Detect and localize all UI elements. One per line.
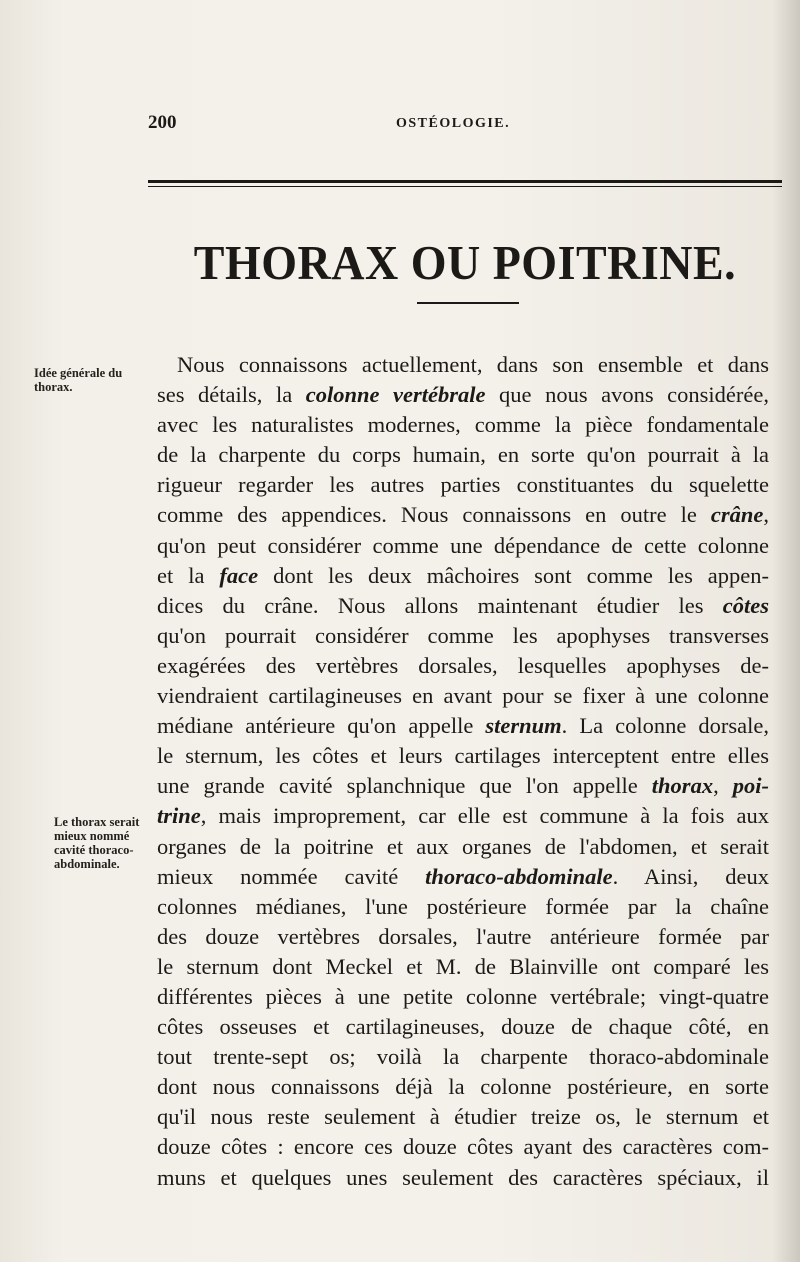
text-segment: le sternum dont Meckel et M. de Blainville ont comparé les: [157, 953, 769, 979]
text-segment: et la: [157, 562, 220, 588]
text-line: [157, 922, 769, 952]
text-segment: , mais improprement, car elle est commune à la fois aux: [200, 803, 769, 829]
text-line: [157, 801, 769, 831]
text-segment: le sternum, les côtes et leurs cartilages interceptent entre elles: [157, 743, 769, 769]
text-segment: dont nous connaissons déjà la colonne postérieure, en sorte: [157, 1074, 769, 1100]
text-segment: comme des appendices. Nous connaissons en outre le: [157, 502, 711, 528]
header-rule-thin: [148, 186, 782, 187]
text-line: [157, 1042, 769, 1072]
text-segment: tout trente-sept os; voilà la charpente thoraco-abdominale: [157, 1044, 769, 1070]
body-text: [157, 350, 769, 1193]
text-line: [157, 651, 769, 681]
text-line: [157, 771, 769, 801]
text-segment: qu'on pourrait considérer comme les apophyses transverses: [157, 622, 769, 648]
text-segment: muns et quelques unes seulement des caractères spéciaux, il: [157, 1164, 769, 1190]
text-line: [157, 380, 769, 410]
text-segment: côtes osseuses et cartilagineuses, douze de chaque côté, en: [157, 1014, 769, 1040]
page-number: 200: [148, 112, 177, 133]
running-title: OSTÉOLOGIE.: [396, 116, 511, 131]
text-line: [157, 952, 769, 982]
text-line: [157, 531, 769, 561]
title-rule: [417, 302, 519, 304]
text-line: [157, 350, 769, 380]
text-segment: différentes pièces à une petite colonne vertébrale; vingt-quatre: [157, 983, 769, 1009]
italic-term: côtes: [722, 592, 769, 618]
italic-term: poi-: [732, 773, 770, 799]
text-segment: . La colonne dorsale,: [561, 713, 769, 739]
text-line: [157, 500, 769, 530]
text-segment: qu'il nous reste seulement à étudier treize os, le sternum et: [157, 1104, 769, 1130]
italic-term: sternum: [485, 713, 562, 739]
text-line: [157, 832, 769, 862]
text-segment: Nous connaissons actuellement, dans son ensemble et dans: [177, 352, 769, 377]
text-line: [157, 1163, 769, 1193]
text-segment: mieux nommée cavité: [157, 863, 426, 889]
text-line: [157, 711, 769, 741]
text-line: [157, 1072, 769, 1102]
text-line: [157, 1132, 769, 1162]
italic-term: face: [219, 562, 259, 588]
text-segment: qu'on peut considérer comme une dépendance de cette colonne: [157, 532, 769, 558]
margin-note-thorax-name: Le thorax serait mieux nommé cavité thoraco-abdominale.: [54, 815, 140, 871]
italic-term: colonne vertébrale: [305, 382, 486, 408]
text-segment: dices du crâne. Nous allons maintenant étudier les: [157, 592, 723, 618]
text-segment: rigueur regarder les autres parties constituantes du squelette: [157, 472, 769, 498]
text-segment: ,: [713, 773, 733, 799]
text-segment: viendraient cartilagineuses en avant pour se fixer à une colonne: [157, 683, 769, 709]
italic-term: thorax: [651, 773, 714, 799]
text-line: [157, 741, 769, 771]
text-line: [157, 440, 769, 470]
text-line: [157, 470, 769, 500]
text-line: [157, 892, 769, 922]
text-line: [157, 561, 769, 591]
text-segment: organes de la poitrine et aux organes de l'abdomen, et serait: [157, 833, 769, 859]
text-line: [157, 621, 769, 651]
text-segment: colonnes médianes, l'une postérieure formée par la chaîne: [157, 893, 769, 919]
text-line: [157, 681, 769, 711]
text-segment: exagérées des vertèbres dorsales, lesquelles apophyses de-: [157, 652, 769, 678]
italic-term: thoraco-abdominale: [425, 863, 613, 889]
text-segment: une grande cavité splanchnique que l'on appelle: [157, 773, 652, 799]
text-line: [157, 862, 769, 892]
text-segment: médiane antérieure qu'on appelle: [157, 713, 486, 739]
text-segment: avec les naturalistes modernes, comme la pièce fondamentale: [157, 412, 769, 438]
text-line: [157, 982, 769, 1012]
text-segment: ,: [763, 502, 769, 528]
text-segment: des douze vertèbres dorsales, l'autre antérieure formée par: [157, 923, 769, 949]
text-segment: que nous avons considérée,: [485, 382, 769, 408]
text-segment: douze côtes : encore ces douze côtes ayant des caractères com-: [157, 1134, 769, 1160]
text-segment: de la charpente du corps humain, en sorte qu'on pourrait à la: [157, 442, 769, 468]
italic-term: trine: [157, 803, 201, 829]
text-line: [157, 1102, 769, 1132]
running-head: [148, 112, 788, 142]
page-edge-shadow: [772, 0, 800, 1262]
text-line: [157, 410, 769, 440]
text-segment: . Ainsi, deux: [612, 863, 769, 889]
text-segment: dont les deux mâchoires sont comme les appen-: [258, 562, 770, 588]
margin-note-general-idea: Idée générale du thorax.: [34, 366, 123, 394]
text-segment: ses détails, la: [157, 382, 306, 408]
italic-term: crâne: [710, 502, 764, 528]
text-line: [157, 591, 769, 621]
chapter-title: THORAX OU POITRINE.: [193, 235, 737, 290]
header-rule-thick: [148, 180, 782, 183]
text-line: [157, 1012, 769, 1042]
